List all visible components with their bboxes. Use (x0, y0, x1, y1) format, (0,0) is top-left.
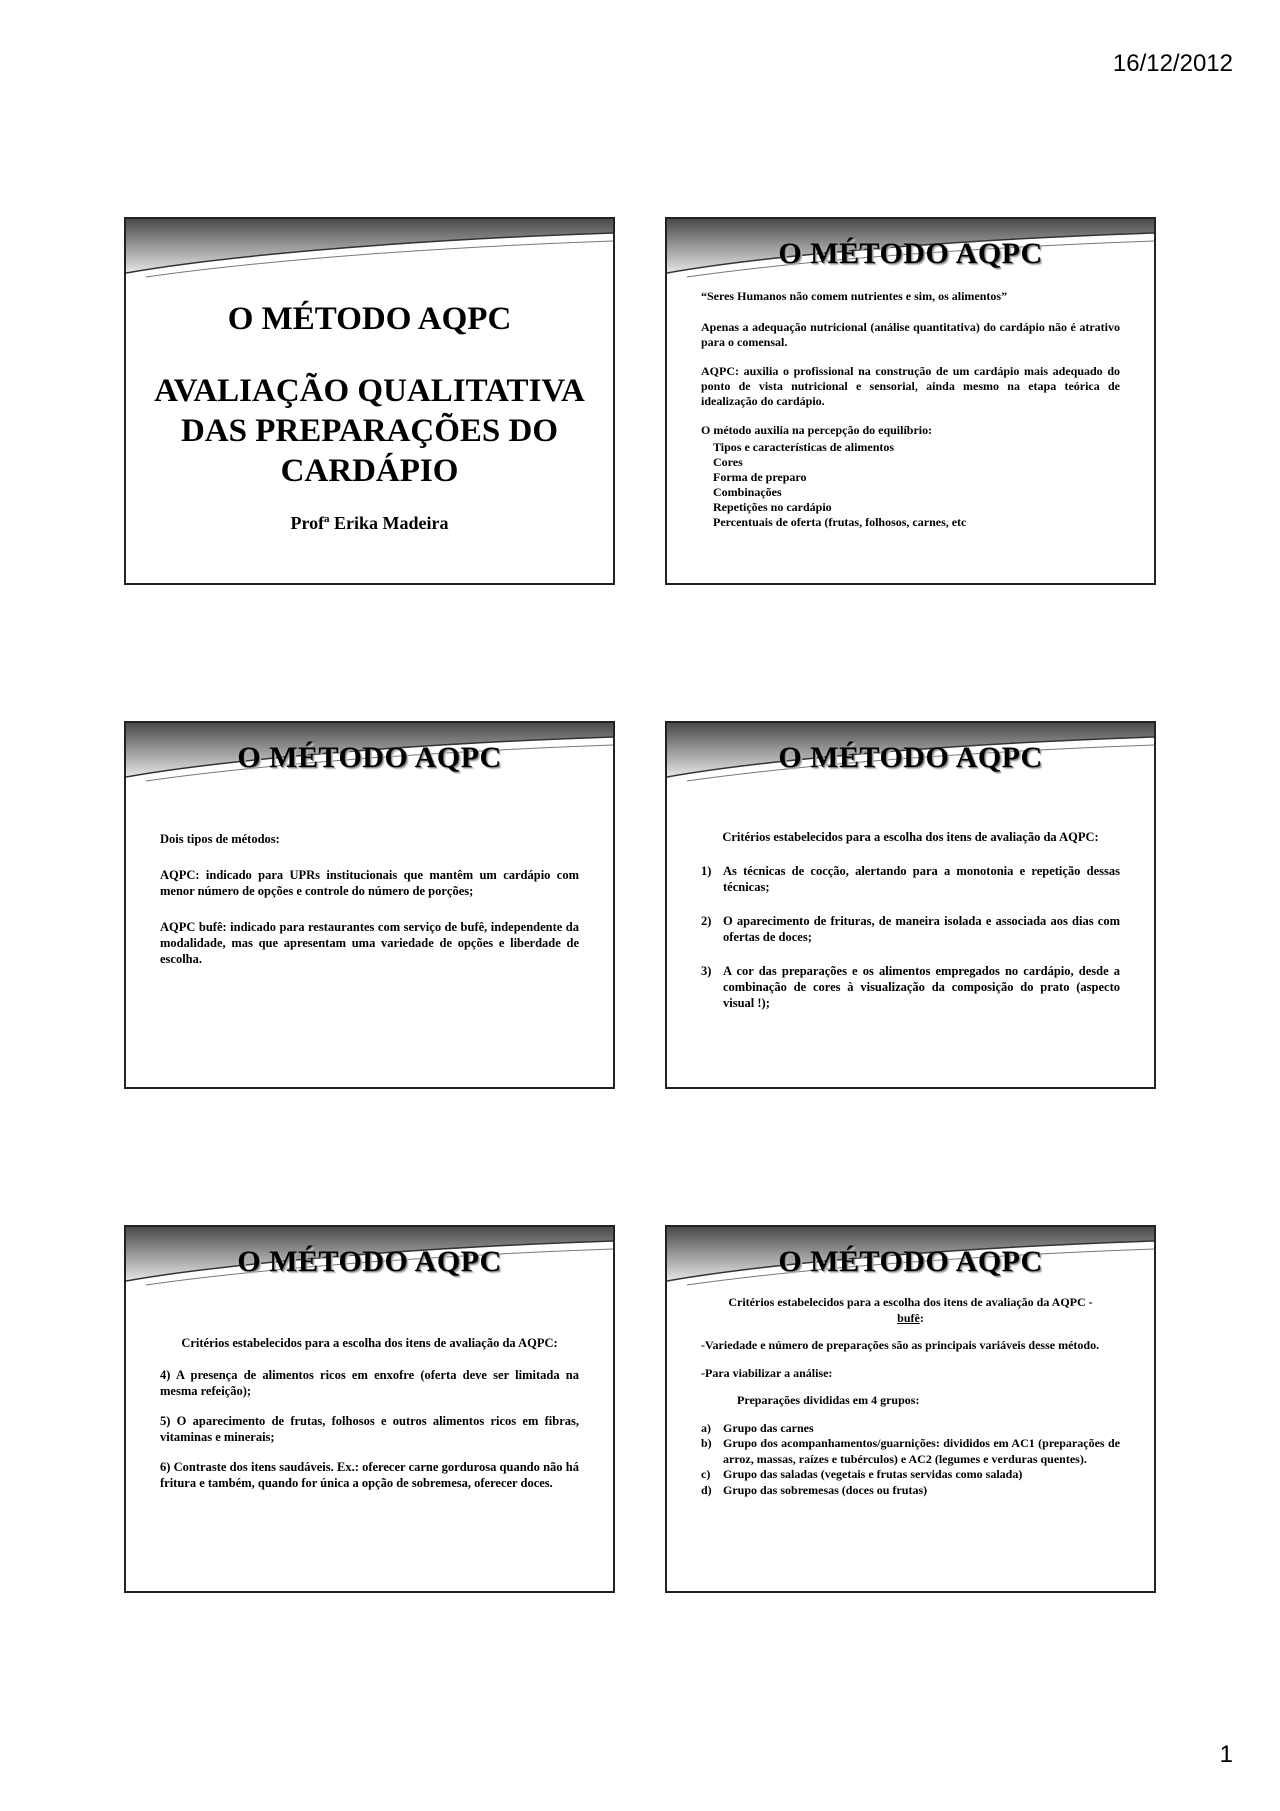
intro-emphasis: bufê (897, 1310, 920, 1325)
list-text: As técnicas de cocção, alertando para a monotonia e repetição dessas técnicas; (723, 864, 1120, 894)
list-text: Grupo dos acompanhamentos/guarnições: divididos em AC1 (preparações de arroz, massas, raízes e tubérculos) e AC2 (legumes e verduras quentes). (723, 1436, 1120, 1466)
slide-5 (124, 1225, 615, 1593)
list-item: Percentuais de oferta (frutas, folhosos, carnes, etc (713, 515, 967, 529)
group-list (701, 1421, 1120, 1499)
slide-quote: “Seres Humanos não comem nutrientes e sim, os alimentos” (701, 289, 1008, 303)
criteria-list (701, 863, 1120, 1011)
list-item (701, 1483, 1120, 1499)
slide-title: O MÉTODO AQPC (778, 741, 1043, 774)
intro-colon: : (919, 1310, 924, 1325)
criteria-list (701, 440, 1120, 530)
slide-paragraph: 4) A presença de alimentos ricos em enxofre (oferta deve ser limitada na mesma refeição); (160, 1368, 579, 1398)
list-item: Forma de preparo (713, 470, 807, 484)
slide-2 (665, 217, 1156, 585)
list-item: Cores (713, 455, 743, 469)
list-item (701, 963, 1120, 1011)
slide-paragraph: 6) Contraste dos itens saudáveis. Ex.: oferecer carne gordurosa quando não há fritura e também, quando for única a opção de sobremesa, oferecer doces. (160, 1460, 579, 1490)
slide-intro: Critérios estabelecidos para a escolha dos itens de avaliação da AQPC: (722, 830, 1099, 844)
slide-paragraph: Apenas a adequação nutricional (análise quantitativa) do cardápio não é atrativo para o comensal. (701, 320, 1120, 349)
slide-paragraph: 5) O aparecimento de frutas, folhosos e outros alimentos ricos em fibras, vitaminas e minerais; (160, 1414, 579, 1444)
list-marker: 3) (701, 964, 712, 978)
list-marker: d) (701, 1482, 712, 1497)
list-marker: 2) (701, 914, 712, 928)
list-item (701, 1467, 1120, 1483)
list-text: Grupo das sobremesas (doces ou frutas) (723, 1482, 928, 1497)
slide-title: O MÉTODO AQPC (237, 1245, 502, 1278)
slide-3 (124, 721, 615, 1089)
intro-text: Critérios estabelecidos para a escolha dos itens de avaliação da AQPC - (728, 1295, 1093, 1309)
slide-paragraph: Preparações divididas em 4 grupos: (737, 1393, 920, 1407)
slide-title: O MÉTODO AQPC (227, 301, 512, 337)
list-marker: 1) (701, 864, 712, 878)
list-marker: a) (701, 1420, 711, 1435)
slide-paragraph: O método auxilia na percepção do equilíbrio: (701, 423, 933, 437)
list-item (701, 863, 1120, 895)
slide-paragraph: AQPC: auxilia o profissional na construção de um cardápio mais adequado do ponto de vista nutricional e sensorial, ainda mesmo na etapa teórica de idealização do cardápio. (701, 364, 1120, 408)
list-item (701, 913, 1120, 945)
slide-6 (665, 1225, 1156, 1593)
slide-intro (701, 1295, 1120, 1326)
slide-title: O MÉTODO AQPC (778, 1245, 1043, 1278)
list-item (701, 1421, 1120, 1437)
list-text: Grupo das saladas (vegetais e frutas servidas como salada) (723, 1467, 1023, 1481)
slide-intro: Critérios estabelecidos para a escolha dos itens de avaliação da AQPC: (181, 1336, 558, 1350)
list-item: Repetições no cardápio (713, 500, 832, 514)
slide-4 (665, 721, 1156, 1089)
slide-paragraph: Dois tipos de métodos: (160, 832, 280, 846)
slide-paragraph: -Variedade e número de preparações são as principais variáveis desse método. (701, 1338, 1100, 1352)
list-item: Combinações (713, 485, 782, 499)
list-item: Tipos e características de alimentos (713, 440, 895, 454)
slide-1 (124, 217, 615, 585)
slide-title: O MÉTODO AQPC (237, 741, 502, 774)
list-text: A cor das preparações e os alimentos empregados no cardápio, desde a combinação de cores à visualização da composição do prato (aspecto visual !); (723, 964, 1120, 1010)
banner-decoration (126, 219, 613, 281)
slide-subtitle: AVALIAÇÃO QUALITATIVA DAS PREPARAÇÕES DO CARDÁPIO (154, 373, 585, 489)
slide-paragraph: -Para viabilizar a análise: (701, 1365, 833, 1380)
slide-paragraph: AQPC: indicado para UPRs institucionais que mantêm um cardápio com menor número de opções e controle do número de porções; (160, 868, 579, 898)
page-number: 1 (1219, 1741, 1233, 1768)
list-marker: c) (701, 1467, 711, 1481)
list-item (701, 1436, 1120, 1467)
list-text: Grupo das carnes (723, 1420, 814, 1435)
list-marker: b) (701, 1436, 712, 1450)
slide-author: Profª Erika Madeira (290, 513, 449, 533)
list-text: O aparecimento de frituras, de maneira isolada e associada aos dias com ofertas de doces; (723, 914, 1120, 944)
slide-title: O MÉTODO AQPC (778, 237, 1043, 270)
page-date: 16/12/2012 (1112, 50, 1233, 77)
slide-paragraph: AQPC bufê: indicado para restaurantes com serviço de bufê, independente da modalidade, mas que apresentam uma variedade de opções e liberdade de escolha. (160, 920, 579, 966)
